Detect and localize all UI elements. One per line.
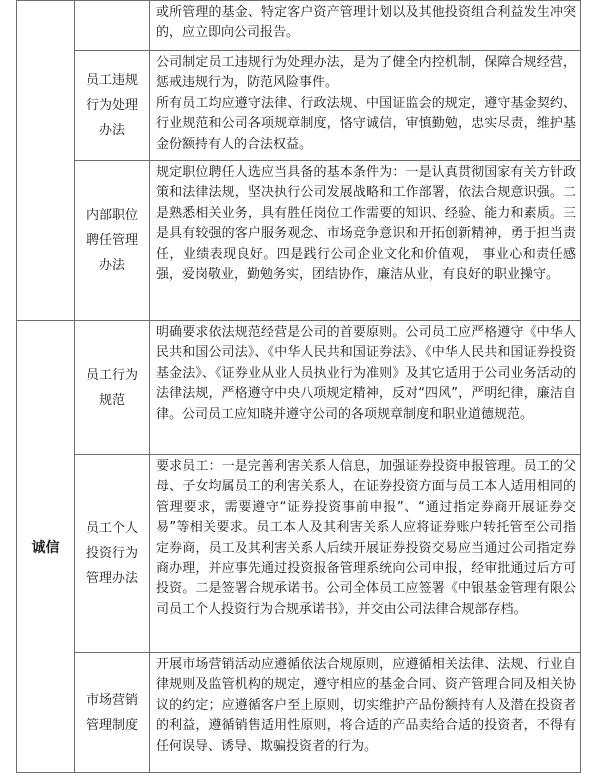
- policy-name-cell: [75, 161, 150, 321]
- policy-name: 市场营销管理制度: [85, 692, 138, 733]
- policy-name: 员工违规行为处理办法: [85, 73, 138, 138]
- policy-paragraph: 所有员工均应遵守法律、行政法规、中国证监会的规定，遵守基金契约、行业规范和公司各项规章制度，恪守诚信，审慎勤勉，忠实尽责，维护基金份额持有人的合法权益。: [156, 95, 576, 152]
- policy-name-cell: [75, 321, 150, 455]
- policy-name-cell: [75, 653, 150, 773]
- policy-content-cell: [150, 51, 581, 161]
- policy-name-cell: [75, 1, 150, 51]
- category-cell: [17, 1, 75, 321]
- policy-paragraph: 或所管理的基金、特定客户资产管理计划以及其他投资组合利益发生冲突的，应立即向公司报告。: [156, 5, 576, 41]
- policy-content-cell: [150, 321, 581, 455]
- policy-paragraph: 明确要求依法规范经营是公司的首要原则。公司员工应严格遵守《中华人民共和国公司法》、《中华人民共和国证券法》、《中华人民共和国证券投资基金法》、《证券业从业人员执业行为准则》及其它适用于公司业务活动的法律法规，严格遵守中央八项规定精神，反对“四风”，严明纪律，廉洁自律。公司员工应知晓并遵守公司的各项规章制度和职业道德规范。: [156, 325, 576, 422]
- policy-content-cell: [150, 161, 581, 321]
- policy-name-cell: [75, 455, 150, 653]
- policy-paragraph: 公司制定员工违规行为处理办法，是为了健全内控机制，保障合规经营，惩戒违规行为，防范风险事件。: [156, 55, 576, 91]
- category-cell: [17, 321, 75, 773]
- policy-table: [16, 0, 581, 773]
- policy-paragraph: 规定职位聘任人选应当具备的基本条件为：一是认真贯彻国家有关方针政策和法律法规，坚决执行公司发展战略和工作部署，依法合规意识强。二是熟悉相关业务，具有胜任岗位工作需要的知识、经验、能力和素质。三是具有较强的客户服务观念、市场竞争意识和开拓创新精神，勇于担当责任，业绩表现良好。四是践行公司企业文化和价值观， 事业心和责任感强，爱岗敬业，勤勉务实，团结协作，廉洁从业，有良好的职业操守。: [156, 165, 576, 283]
- table-row: [17, 321, 581, 455]
- policy-content-cell: [150, 1, 581, 51]
- policy-name: 内部职位聘任管理办法: [85, 208, 138, 273]
- category-label: 诚信: [31, 539, 60, 556]
- table-row: [17, 653, 581, 773]
- table-row: [17, 455, 581, 653]
- policy-name-cell: [75, 51, 150, 161]
- policy-paragraph: 开展市场营销活动应遵循依法合规原则，应遵循相关法律、法规、行业自律规则及监管机构的规定，遵守相应的基金合同、资产管理合同及相关协议的约定；应遵循客户至上原则，切实维护产品份额持有人及潜在投资者的利益，遵循销售适用性原则，将合适的产品卖给合适的投资者，不得有任何误导、诱导、欺骗投资者的行为。: [156, 657, 576, 754]
- policy-content-cell: [150, 455, 581, 653]
- table-row: [17, 1, 581, 51]
- policy-name: 员工个人投资行为管理办法: [85, 521, 138, 586]
- table-row: [17, 51, 581, 161]
- policy-name: 员工行为规范: [85, 367, 138, 408]
- table-row: [17, 161, 581, 321]
- policy-paragraph: 要求员工：一是完善利害关系人信息，加强证券投资申报管理。员工的父母、子女均属员工的利害关系人，在证券投资方面与员工本人适用相同的管理要求，需要遵守“证券投资事前申报”、“通过指定券商开展证券交易”等相关要求。员工本人及其利害关系人应将证券账户转托管至公司指定券商，员工及其利害关系人后续开展证券投资交易应当通过公司指定券商办理，并应事先通过投资报备管理系统向公司申报，经审批通过后方可投资。二是签署合规承诺书。公司全体员工应签署《中银基金管理有限公司员工个人投资行为合规承诺书》，并交由公司法律合规部存档。: [156, 459, 576, 617]
- policy-content-cell: [150, 653, 581, 773]
